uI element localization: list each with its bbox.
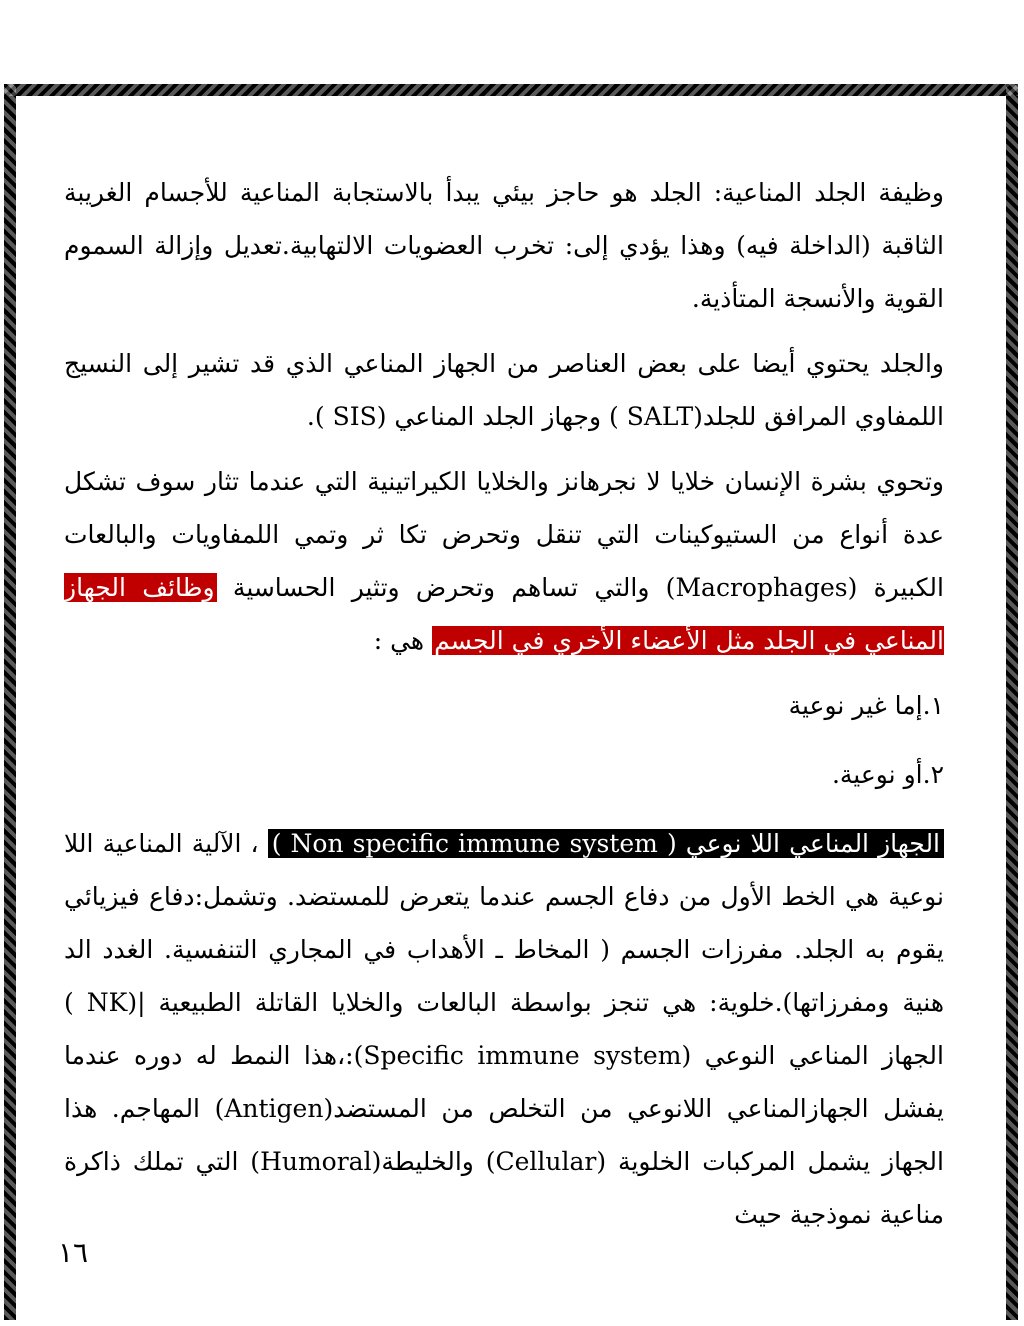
paragraph-2: والجلد يحتوي أيضا على بعض العناصر من الجهاز المناعي الذي قد تشير إلى النسيج اللمفاوي المرافق للجلد(SALT ) وجهاز الجلد المناعي (SIS ). — [64, 349, 944, 431]
paragraph-4 — [64, 817, 944, 1241]
border-pattern-right — [1006, 84, 1018, 1320]
black-highlight: الجهاز المناعي اللا نوعي ( Non specific immune system ) — [268, 829, 944, 858]
paragraph-3 — [64, 455, 944, 667]
border-pattern-top — [4, 84, 1018, 96]
paragraph-3-tail: هي : — [373, 626, 433, 655]
list-item: ٢.أو نوعية. — [831, 760, 944, 789]
paragraph-3-text: وتحوي بشرة الإنسان خلايا لا نجرهانز والخلايا الكيراتينية التي عندما تثار سوف تشكل عدة أنواع من الستيوكينات التي تنقل وتحرض تكا ثر وتمي اللمفاويات والبالعات الكبيرة (Macrophages) والتي تساهم وتحرض وتثير الحساسية — [64, 467, 944, 602]
red-highlight: وظائف الجهاز المناعي في الجلد مثل الأعضاء الأخري في الجسم — [64, 573, 944, 655]
list-item: ١.إما غير نوعية — [788, 691, 944, 720]
paragraph-4-text: ، الآلية المناعية اللا نوعية هي الخط الأول من دفاع الجسم عندما يتعرض للمستضد. وتشمل:دفاع فيزيائي يقوم به الجلد. مفرزات الجسم ( المخاط ـ الأهداب في المجاري التنفسية. الغدد الد هنية ومفرزاتها).خلوية: هي تنجز بواسطة البالعات والخلايا القاتلة الطبيعية |(NK ) الجهاز المناعي النوعي (Specific immune system):،هذا النمط له دوره عندما يفشل الجهازالمناعي اللانوعي من التخلص من المستضد(Antigen) المهاجم. هذا الجهاز يشمل المركبات الخلوية (Cellular) والخليطة(Humoral) التي تملك ذاكرة مناعية نموذجية حيث — [64, 829, 944, 1229]
border-pattern-left — [4, 84, 16, 1320]
page-number: ١٦ — [58, 1236, 89, 1269]
paragraph-1: وظيفة الجلد المناعية: الجلد هو حاجز بيئي يبدأ بالاستجابة المناعية للأجسام الغريبة الثاقبة (الداخلة فيه) وهذا يؤدي إلى: تخرب العضويات الالتهابية.تعديل وإزالة السموم القوية والأنسجة المتأذية. — [64, 178, 944, 313]
document-body — [64, 166, 944, 1253]
